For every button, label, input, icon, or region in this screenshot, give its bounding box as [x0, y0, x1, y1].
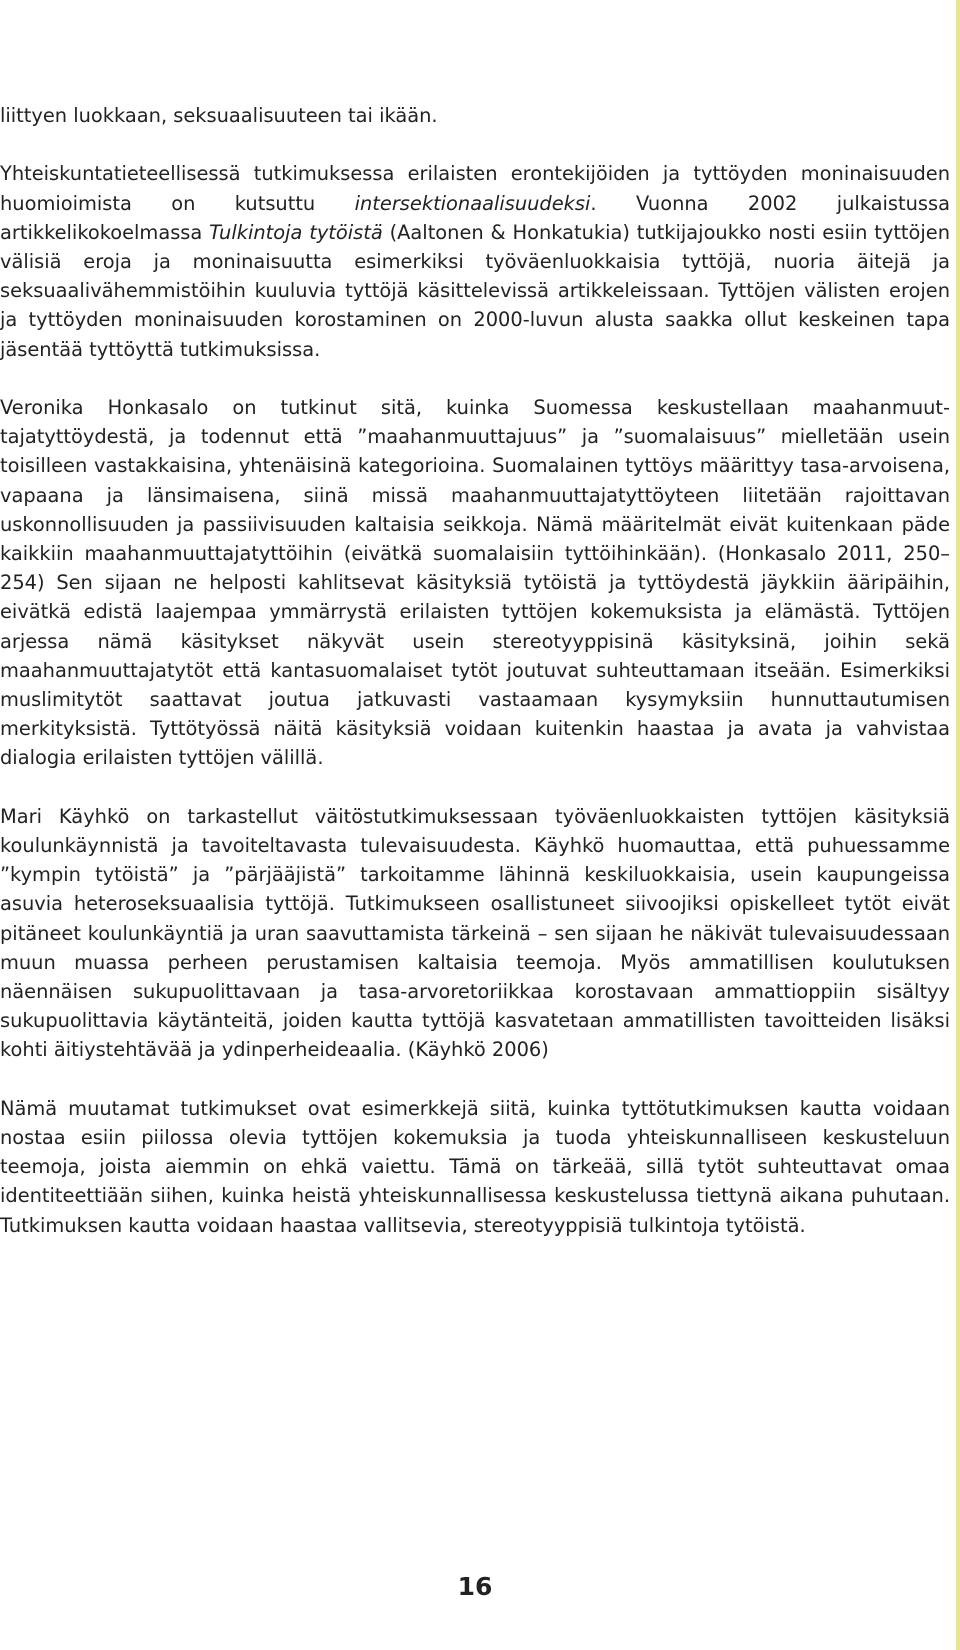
italic-term: intersektionaalisuudeksi: [354, 191, 591, 215]
text-run: Veronika Honkasalo on tutkinut sitä, kuinka Suomessa keskustellaan maahanmuuttajatyttöydestä, ja todennut että ”maahanmuuttajuus” ja ”suomalaisuus” mielletään usein toisilleen vastakkaisina, yhtenäisinä kategorioina. Suomalainen tyttöys määrittyy tasa-arvoisena, vapaana ja länsimaisena, siinä missä maahanmuuttajatyttöyteen liitetään rajoittavan uskonnollisuuden ja passiivisuuden kaltaisia seikkoja. Nämä määritelmät eivät kuitenkaan päde kaikkiin maahanmuuttajatyttöihin (eivätkä suomalaisiin tyttöihinkään). (Honkasalo 2011, 250–254) Sen sijaan ne helposti kahlitsevat käsityksiä tytöistä ja tyttöydestä jäykkiin ääripäihin, eivätkä edistä laajempaa ymmärrystä erilaisten tyttöjen kokemuksista ja elämästä. Tyttöjen arjessa nämä käsitykset näkyvät usein stereotyyppisinä käsityksinä, joihin sekä maahanmuuttajatytöt että kantasuomalaiset tytöt joutuvat suhteuttamaan itseään. Esimerkiksi muslimitytöt saattavat joutua jatkuvasti vastaamaan kysymyksiin hunnuttautumisen merkityksistä. Tyttötyössä näitä käsityksiä voidaan kuitenkin haastaa ja avata ja vahvistaa dialogia erilaisten tyttöjen välillä.: [0, 396, 950, 770]
page-edge-stripe: [956, 0, 960, 1650]
text-run: Yhteiskuntatieteellisessä tutkimuksessa erilaisten erontekijöiden ja tyttöyden moninaisuuden huomioimista on kutsuttu: [0, 162, 950, 215]
paragraph-5: [0, 1094, 950, 1240]
text-run: Nämä muutamat tutkimukset ovat esimerkkejä siitä, kuinka tyttötutkimuksen kautta voidaan nostaa esiin piilossa olevia tyttöjen kokemuksia ja tuoda yhteiskunnalliseen keskusteluun teemoja, joista aiemmin on ehkä vaiettu. Tämä on tärkeää, sillä tytöt suhteuttavat omaa identiteettiään siihen, kuinka heistä yhteiskunnallisessa keskustelussa tiettynä aikana puhutaan. Tutkimuksen kautta voidaan haastaa vallitsevia, stereotyyppisiä tulkintoja tytöistä.: [0, 1096, 950, 1237]
paragraph-2: [0, 159, 950, 363]
text-run: (Aaltonen & Honkatukia) tutkijajoukko nosti esiin tyttöjen välisiä eroja ja moninaisuutta esimerkiksi työväenluokkaisia tyttöjä, nuoria äitejä ja seksuaalivähemmistöihin kuuluvia tyttöjä käsittelevissä artikkeleissaan. Tyttöjen välisten erojen ja tyttöyden moninaisuuden korostaminen on 2000-luvun alusta saakka ollut keskeinen tapa jäsentää tyttöyttä tutkimuksissa.: [0, 220, 951, 361]
text-run: liittyen luokkaan, seksuaalisuuteen tai ikään.: [0, 104, 438, 127]
text-run: . Vuonna 2002 julkaistussa artikkelikokoelmassa: [0, 191, 950, 244]
paragraph-3: [0, 393, 950, 773]
page-number: 16: [457, 1572, 493, 1601]
body-text: [0, 101, 950, 1269]
paragraph-4: [0, 802, 950, 1065]
italic-book-title: Tulkintoja tytöistä: [209, 220, 383, 244]
text-run: Mari Käyhkö on tarkastellut väitöstutkimuksessaan työväenluokkaisten tyttöjen käsityksiä koulunkäynnistä ja tavoiteltavasta tulevaisuudesta. Käyhkö huomauttaa, että puhuessamme ”kympin tytöistä” ja ”pärjääjistä” tarkoitamme lähinnä keskiluokkaisia, usein kaupungeissa asuvia heteroseksuaalisia tyttöjä. Tutkimukseen osallistuneet siivoojiksi opiskelleet tytöt eivät pitäneet koulunkäyntiä ja uran saavuttamista tärkeinä – sen sijaan he näkivät tulevaisuudessaan muun muassa perheen perustamisen kaltaisia teemoja. Myös ammatillisen koulutuksen näennäisen sukupuolittavaan ja tasa-arvoretoriikkaa korostavaan ammattioppiin sisältyy sukupuolittavia käytänteitä, joiden kautta tyttöjä kasvatetaan ammatillisten tavoitteiden lisäksi kohti äitiystehtävää ja ydinperheideaalia. (Käyhkö 2006): [0, 804, 950, 1062]
paragraph-1: [0, 101, 950, 130]
